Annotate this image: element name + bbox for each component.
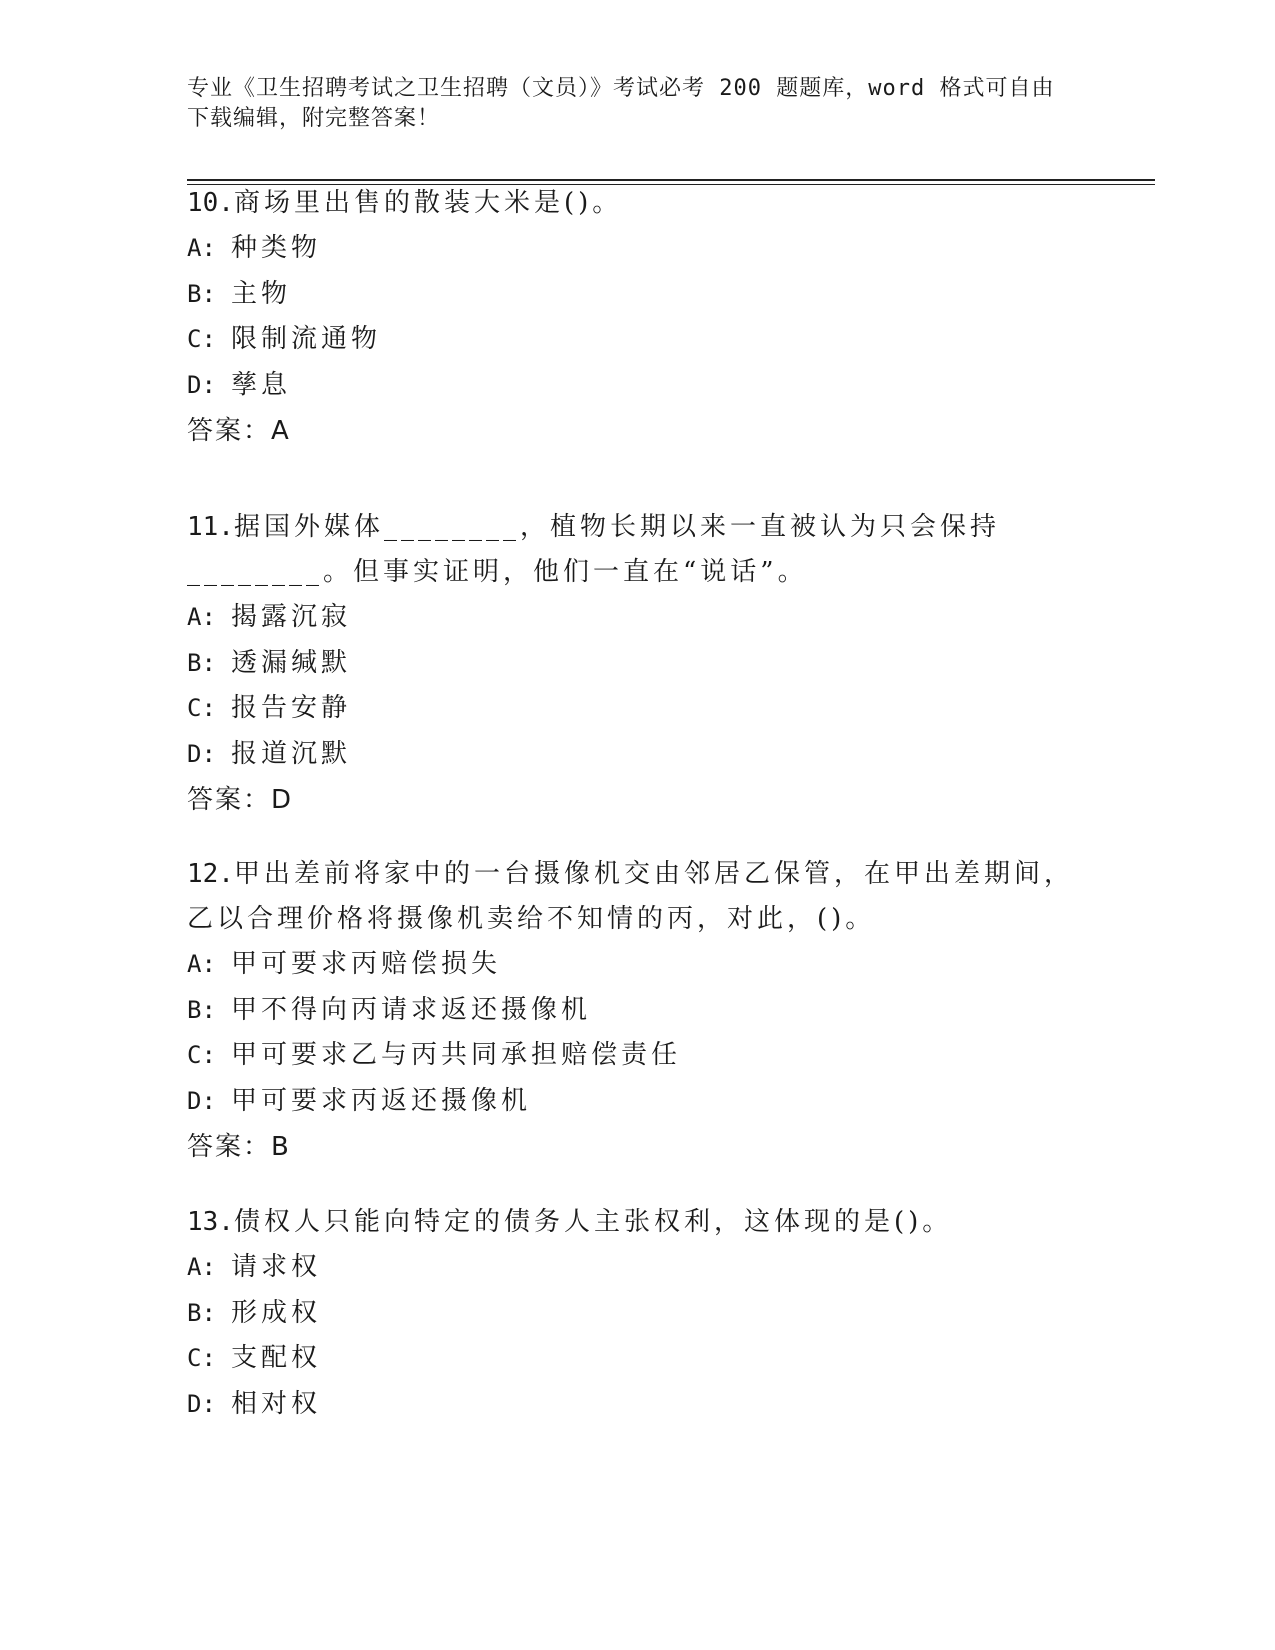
option-text: 甲可要求乙与丙共同承担赔偿责任 xyxy=(231,1040,682,1070)
question-text: 据国外媒体________，植物长期以来一直被认为只会保持________。但事实证明，他们一直在“说话”。 xyxy=(187,512,1000,587)
option-text: 限制流通物 xyxy=(231,324,382,354)
option-c xyxy=(187,317,1087,363)
option-key: C: xyxy=(187,325,216,353)
option-key: D: xyxy=(187,1086,216,1115)
question-11 xyxy=(187,505,1087,823)
option-text: 甲可要求丙返还摄像机 xyxy=(231,1085,532,1116)
question-stem xyxy=(187,852,1087,942)
question-text: 商场里出售的散装大米是()。 xyxy=(233,188,623,218)
option-text: 相对权 xyxy=(231,1388,322,1419)
question-number: 12. xyxy=(187,859,234,889)
option-text: 支配权 xyxy=(231,1343,322,1373)
option-key: C: xyxy=(187,1041,216,1069)
option-key: C: xyxy=(187,1344,216,1372)
question-text: 债权人只能向特定的债务人主张权利，这体现的是()。 xyxy=(233,1207,953,1237)
option-text: 孳息 xyxy=(231,369,292,400)
option-b xyxy=(187,1291,1087,1337)
option-a xyxy=(187,1245,1087,1291)
question-number: 13. xyxy=(187,1207,234,1237)
question-10 xyxy=(187,181,1087,454)
option-key: C: xyxy=(187,694,216,722)
answer-line: 答案：A xyxy=(187,416,291,446)
question-number: 10. xyxy=(187,188,234,218)
option-key: B: xyxy=(187,279,216,308)
option-key: D: xyxy=(187,739,216,768)
answer-line: 答案：D xyxy=(187,785,294,815)
option-key: A: xyxy=(187,1253,216,1281)
document-header: 专业《卫生招聘考试之卫生招聘（文员）》考试必考 200 题题库，word 格式可自由下载编辑，附完整答案！ xyxy=(187,76,1055,131)
option-text: 报道沉默 xyxy=(231,738,352,769)
option-a xyxy=(187,226,1087,272)
option-d xyxy=(187,1382,1087,1428)
question-stem xyxy=(187,1200,1087,1245)
option-text: 甲不得向丙请求返还摄像机 xyxy=(231,994,592,1025)
option-a xyxy=(187,942,1087,988)
option-key: D: xyxy=(187,370,216,399)
option-b xyxy=(187,641,1087,687)
option-key: A: xyxy=(187,950,216,978)
option-key: A: xyxy=(187,234,216,262)
option-text: 揭露沉寂 xyxy=(231,602,352,632)
option-c xyxy=(187,686,1087,732)
question-stem xyxy=(187,505,1087,595)
option-text: 透漏缄默 xyxy=(231,647,352,678)
option-c xyxy=(187,1336,1087,1382)
option-d xyxy=(187,363,1087,409)
option-text: 甲可要求丙赔偿损失 xyxy=(231,949,502,979)
option-key: B: xyxy=(187,995,216,1024)
question-stem xyxy=(187,181,1087,226)
question-text: 甲出差前将家中的一台摄像机交由邻居乙保管，在甲出差期间，乙以合理价格将摄像机卖给不知情的丙，对此，()。 xyxy=(187,859,1074,934)
option-key: D: xyxy=(187,1389,216,1418)
option-b xyxy=(187,988,1087,1034)
option-a xyxy=(187,595,1087,641)
option-text: 主物 xyxy=(231,278,292,309)
option-text: 形成权 xyxy=(231,1297,322,1328)
option-text: 请求权 xyxy=(231,1252,322,1282)
option-key: B: xyxy=(187,1298,216,1327)
answer-line: 答案：B xyxy=(187,1132,291,1162)
question-number: 11. xyxy=(187,512,234,542)
question-13 xyxy=(187,1200,1087,1427)
option-d xyxy=(187,1079,1087,1125)
option-text: 报告安静 xyxy=(231,693,352,723)
question-12 xyxy=(187,852,1087,1170)
option-b xyxy=(187,272,1087,318)
option-d xyxy=(187,732,1087,778)
option-text: 种类物 xyxy=(231,233,322,263)
option-key: B: xyxy=(187,648,216,677)
option-c xyxy=(187,1033,1087,1079)
option-key: A: xyxy=(187,603,216,631)
